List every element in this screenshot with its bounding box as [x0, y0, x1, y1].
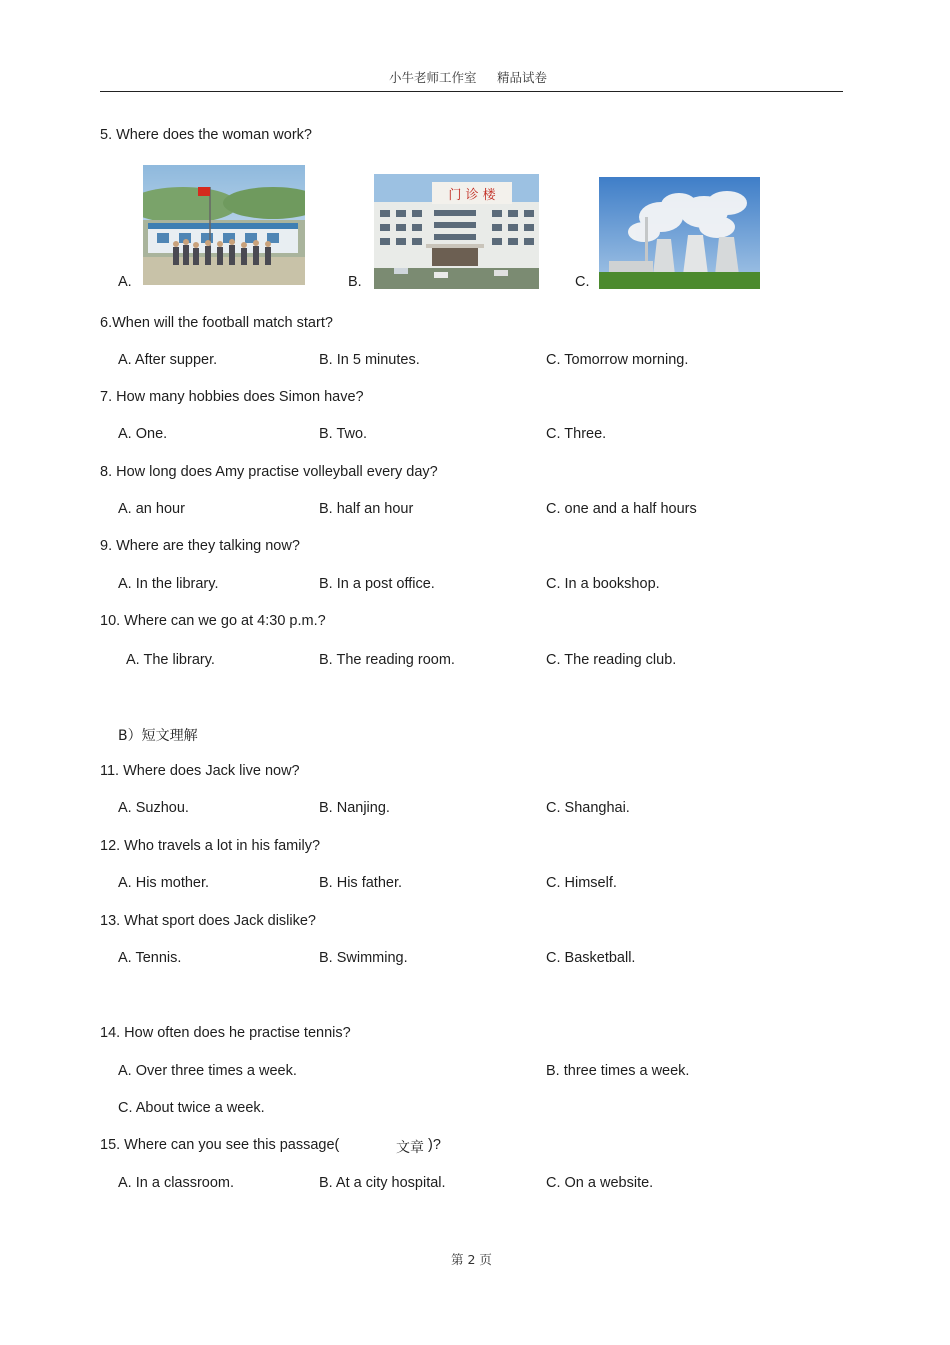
power-plant-image	[599, 177, 760, 289]
q13-option-a: A. Tennis.	[118, 950, 182, 966]
q6-option-c: C. Tomorrow morning.	[546, 352, 689, 368]
hospital-sign: 门 诊 楼	[448, 188, 496, 203]
q5-label-a: A.	[118, 274, 132, 290]
q15-option-c: C. On a website.	[546, 1175, 654, 1191]
q8-option-a: A. an hour	[118, 501, 185, 517]
q13-option-c: C. Basketball.	[546, 950, 636, 966]
q11-option-b: B. Nanjing.	[319, 800, 390, 816]
page-number: 第 2 页	[451, 1252, 492, 1267]
question-15: 15. Where can you see this passage(	[100, 1137, 340, 1153]
question-5: 5. Where does the woman work?	[100, 127, 312, 143]
q8-option-c: C. one and a half hours	[546, 501, 697, 517]
q7-option-c: C. Three.	[546, 426, 607, 442]
question-14: 14. How often does he practise tennis?	[100, 1025, 351, 1041]
q9-option-c: C. In a bookshop.	[546, 576, 660, 592]
q5-label-b: B.	[348, 274, 362, 290]
q7-option-a: A. One.	[118, 426, 168, 442]
q10-option-a: A. The library.	[126, 652, 215, 668]
question-13: 13. What sport does Jack dislike?	[100, 913, 316, 929]
q6-option-a: A. After supper.	[118, 352, 218, 368]
header-divider	[100, 91, 843, 92]
q9-option-a: A. In the library.	[118, 576, 219, 592]
q15-option-a: A. In a classroom.	[118, 1175, 235, 1191]
header-studio-name: 小牛老师工作室	[389, 70, 477, 85]
question-15-chinese-gloss: 文章	[396, 1140, 424, 1156]
q14-option-b: B. three times a week.	[546, 1063, 690, 1079]
q6-option-b: B. In 5 minutes.	[319, 352, 420, 368]
section-b-heading: B）短文理解	[118, 728, 198, 744]
q11-option-c: C. Shanghai.	[546, 800, 630, 816]
q10-option-c: C. The reading club.	[546, 652, 677, 668]
question-12: 12. Who travels a lot in his family?	[100, 838, 321, 854]
q12-option-b: B. His father.	[319, 875, 403, 891]
q12-option-c: C. Himself.	[546, 875, 617, 891]
question-7: 7. How many hobbies does Simon have?	[100, 389, 364, 405]
q5-label-c: C.	[575, 274, 590, 290]
question-8: 8. How long does Amy practise volleyball every day?	[100, 464, 438, 480]
q8-option-b: B. half an hour	[319, 501, 414, 517]
q10-option-b: B. The reading room.	[319, 652, 455, 668]
question-11: 11. Where does Jack live now?	[100, 763, 300, 779]
q11-option-a: A. Suzhou.	[118, 800, 189, 816]
question-15-end: )?	[428, 1137, 441, 1153]
question-9: 9. Where are they talking now?	[100, 538, 300, 554]
q13-option-b: B. Swimming.	[319, 950, 408, 966]
hospital-building-image	[374, 174, 539, 289]
q15-option-b: B. At a city hospital.	[319, 1175, 446, 1191]
question-10: 10. Where can we go at 4:30 p.m.?	[100, 613, 326, 629]
header-paper-type: 精品试卷	[497, 70, 548, 85]
q9-option-b: B. In a post office.	[319, 576, 435, 592]
q14-option-c: C. About twice a week.	[118, 1100, 265, 1116]
q14-option-a: A. Over three times a week.	[118, 1063, 297, 1079]
q7-option-b: B. Two.	[319, 426, 368, 442]
question-6: 6.When will the football match start?	[100, 315, 333, 331]
village-school-image	[143, 165, 305, 285]
q12-option-a: A. His mother.	[118, 875, 210, 891]
